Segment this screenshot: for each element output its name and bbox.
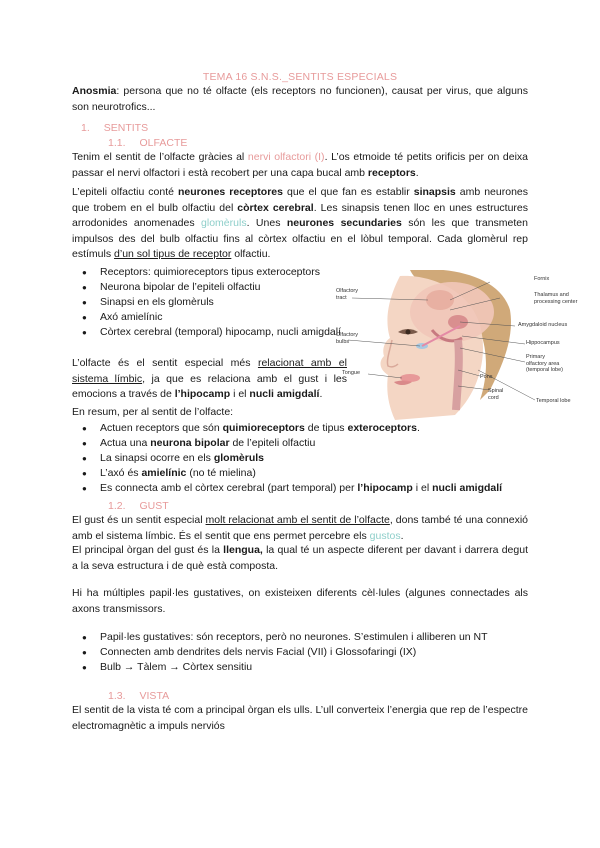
list-item: ● Receptors: quimioreceptors tipus exteroceptors	[82, 265, 348, 280]
olfacte-paragraph-3: L’olfacte és el sentit especial més relacionat amb el sistema límbic, ja que es relaciona amb el gust i les emocions a través de l’hipocamp i el nucli amigdalí.	[72, 357, 348, 400]
subsection-olfacte-heading: 1.1. OLFACTE	[108, 137, 188, 149]
label-temporal-lobe: Temporal lobe	[536, 398, 571, 404]
gust-bullet-list	[82, 630, 542, 675]
glomeruls-highlight: glomèruls	[201, 217, 247, 229]
intro-term: Anosmia	[72, 85, 117, 97]
list-item: ● Actua una neurona bipolar de l’epiteli olfactiu	[82, 436, 542, 451]
list-item: ● L’axó és amielínic (no té mielina)	[82, 466, 542, 481]
list-item: ● Bulb → Tàlem → Còrtex sensitiu	[82, 660, 542, 675]
gust-paragraph-1: El gust és un sentit especial molt relacionat amb el sentit de l’olfacte, dons també té una connexió amb el sistema límbic. És el sentit que ens permet percebre els gustos.	[72, 514, 529, 542]
label-fornix: Fornix	[534, 276, 550, 282]
page-title: TEMA 16 S.N.S._SENTITS ESPECIALS	[202, 71, 398, 83]
list-item: ● Actuen receptors que són quimioreceptors de tipus exteroceptors.	[82, 421, 542, 436]
olfacte-summary-list	[82, 421, 542, 496]
list-item: ● Connecten amb dendrites dels nervis Facial (VII) i Glossofaringi (IX)	[82, 645, 542, 660]
olfacte-paragraph-2: L’epiteli olfactiu conté neurones receptores que el que fan es establir sinapsis amb neurones que trobem en el bulb olfactiu del còrtex cerebral. Les sinapsis tenen lloc en unes estructures arrodonides anomenades glomèruls. Unes neurones secundaries són les que transmeten impulsos des del bulb olfactiu fins al còrtex olfactiu en el lòbul temporal. Cada glomèrul rep estímuls d’un sol tipus de receptor olfactiu.	[72, 186, 529, 260]
list-item: ● Axó amielínic	[82, 310, 348, 325]
olfacte-bullet-list	[82, 265, 348, 340]
label-tongue: Tongue	[342, 370, 361, 376]
olfacte-summary-intro: En resum, per al sentit de l’olfacte:	[72, 406, 234, 418]
label-thalamus: Thalamus and processing center	[534, 292, 578, 305]
list-item: ● Còrtex cerebral (temporal) hipocamp, nucli amigdalí	[82, 325, 348, 340]
gustos-highlight: gustos	[369, 529, 401, 542]
list-item: ● Es connecta amb el còrtex cerebral (part temporal) per l’hipocamp i el nucli amigdalí	[82, 481, 542, 496]
nerve-highlight: nervi olfactori (I)	[247, 151, 325, 163]
label-amygdaloid-nucleus: Amygdaloid nucleus	[518, 322, 568, 328]
olfactory-anatomy-figure	[336, 270, 598, 420]
label-olfactory-tract: Olfactory tract	[336, 288, 359, 301]
list-item: ● Papil·les gustatives: són receptors, però no neurones. S’estimulen i alliberen un NT	[82, 630, 542, 645]
label-pons: Pons	[480, 374, 493, 380]
subsection-vista-heading: 1.3. VISTA	[108, 690, 170, 702]
olfacte-paragraph-1: Tenim el sentit de l’olfacte gràcies al nervi olfactori (I). L’os etmoide té petits orificis per on deixa passar el nervi olfactori i està recobert per una capa bucal amb receptors.	[72, 151, 528, 179]
list-item: ● La sinapsi ocorre en els glomèruls	[82, 451, 542, 466]
vista-paragraph-1: El sentit de la vista té com a principal òrgan els ulls. L’ull converteix l’energia que rep de l’espectre electromagnètic a impuls nerviós	[72, 704, 528, 732]
label-hippocampus: Hippocampus	[526, 340, 560, 346]
label-spinal-cord: Spinal cord	[488, 388, 504, 401]
section-1-heading: 1. SENTITS	[81, 122, 149, 134]
list-item: ● Sinapsi en els glomèruls	[82, 295, 348, 310]
gust-paragraph-3: Hi ha múltiples papil·les gustatives, on existeixen diferents cèl·lules (algunes connectades als axons transmissors.	[72, 587, 528, 615]
subsection-gust-heading: 1.2. GUST	[108, 500, 169, 512]
label-olfactory-bulbs: Olfactory bulbs	[336, 332, 359, 345]
gust-paragraph-2: El principal òrgan del gust és la llengua, la qual té un aspecte diferent per davant i darrera degut a la seva estructura i de què està composta.	[72, 544, 528, 572]
list-item: ● Neurona bipolar de l’epiteli olfactiu	[82, 280, 348, 295]
intro-paragraph: Anosmia: persona que no té olfacte (els receptors no funcionen), causat per virus, que alguns son neurotrofics...	[72, 85, 528, 113]
label-primary-olfactory-area: Primary olfactory area (temporal lobe)	[526, 354, 563, 373]
